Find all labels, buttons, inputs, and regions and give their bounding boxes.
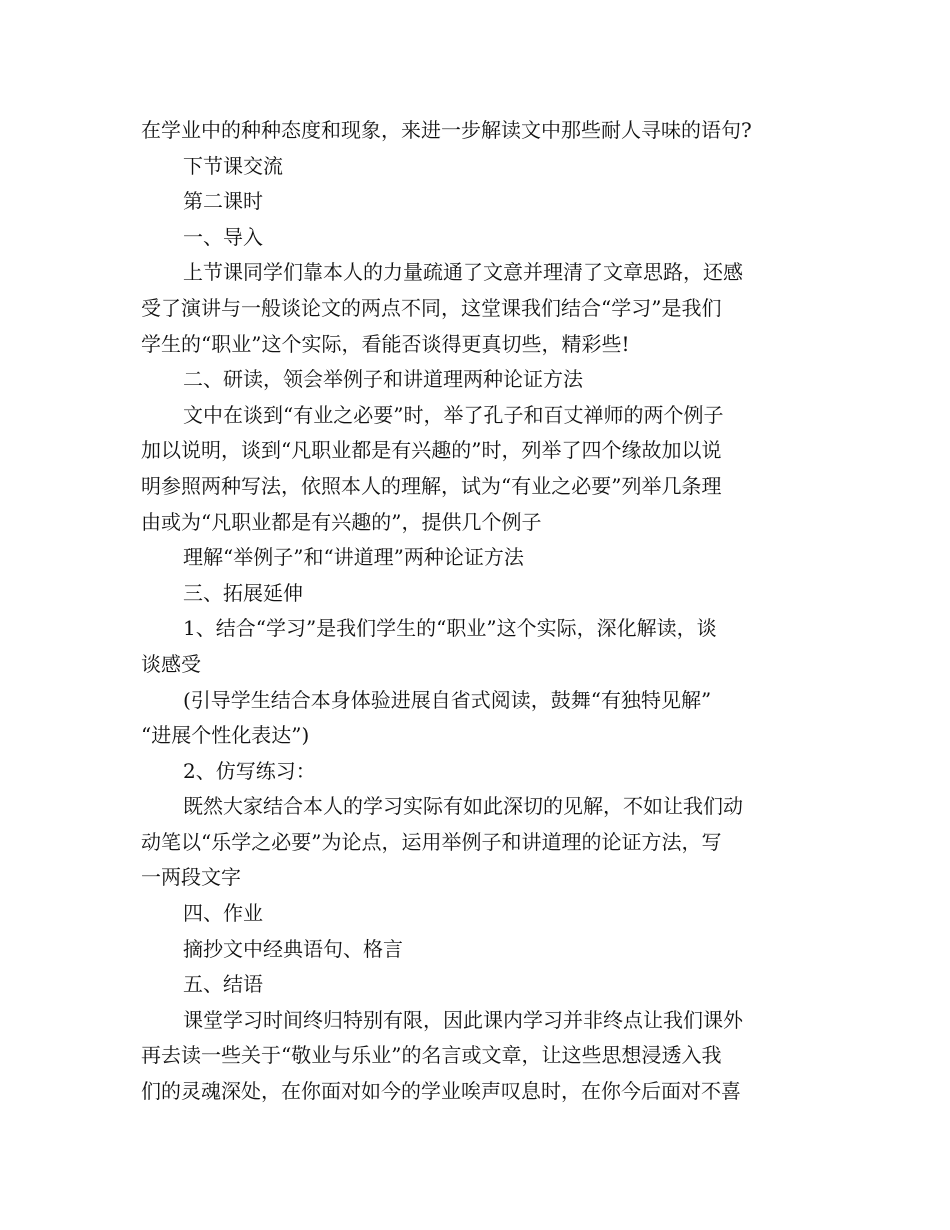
text-line: 一、导入 — [183, 224, 263, 249]
text-line: 再去读一些关于“敬业与乐业”的名言或文章，让这些思想浸透入我 — [141, 1043, 722, 1068]
text-line: 上节课同学们靠本人的力量疏通了文意并理清了文章思路，还感 — [183, 260, 743, 285]
text-line: 既然大家结合本人的学习实际有如此深切的见解，不如让我们动 — [183, 794, 743, 819]
text-line: 在学业中的种种态度和现象，来进一步解读文中那些耐人寻味的语句? — [141, 118, 752, 142]
text-line: 动笔以“乐学之必要”为论点，运用举例子和讲道理的论证方法，写 — [141, 829, 722, 854]
text-line: 第二课时 — [183, 189, 263, 214]
text-line: 受了演讲与一般谈论文的两点不同，这堂课我们结合“学习”是我们 — [141, 295, 722, 320]
text-line: (引导学生结合本身体验进展自省式阅读，鼓舞“有独特见解” — [183, 687, 712, 712]
text-line: 五、结语 — [183, 972, 263, 997]
text-line: 理解“举例子”和“讲道理”两种论证方法 — [183, 545, 524, 570]
text-line: 学生的“职业”这个实际，看能否谈得更真切些，精彩些! — [141, 331, 630, 356]
text-line: 1、结合“学习”是我们学生的“职业”这个实际，深化解读，谈 — [183, 616, 717, 641]
text-line: 四、作业 — [183, 901, 263, 926]
text-line: 由或为“凡职业都是有兴趣的”，提供几个例子 — [141, 509, 542, 534]
text-line: 明参照两种写法，依照本人的理解，试为“有业之必要”列举几条理 — [141, 473, 722, 498]
text-line: 文中在谈到“有业之必要”时，举了孔子和百丈禅师的两个例子 — [183, 402, 724, 427]
text-line: 加以说明，谈到“凡职业都是有兴趣的”时，列举了四个缘故加以说 — [141, 438, 722, 463]
text-line: 三、拓展延伸 — [183, 580, 303, 605]
text-line: 二、研读，领会举例子和讲道理两种论证方法 — [183, 367, 583, 392]
text-line: 摘抄文中经典语句、格言 — [183, 936, 403, 961]
text-line: 下节课交流 — [183, 153, 283, 178]
document-body — [141, 113, 813, 1110]
text-line: 一两段文字 — [141, 865, 241, 890]
text-line: 2、仿写练习： — [183, 758, 316, 783]
text-line: 谈感受 — [141, 651, 201, 676]
text-line: 课堂学习时间终归特别有限，因此课内学习并非终点让我们课外 — [183, 1007, 743, 1032]
text-line: “进展个性化表达”) — [141, 723, 310, 748]
text-line: 们的灵魂深处，在你面对如今的学业唉声叹息时，在你今后面对不喜 — [141, 1079, 741, 1104]
